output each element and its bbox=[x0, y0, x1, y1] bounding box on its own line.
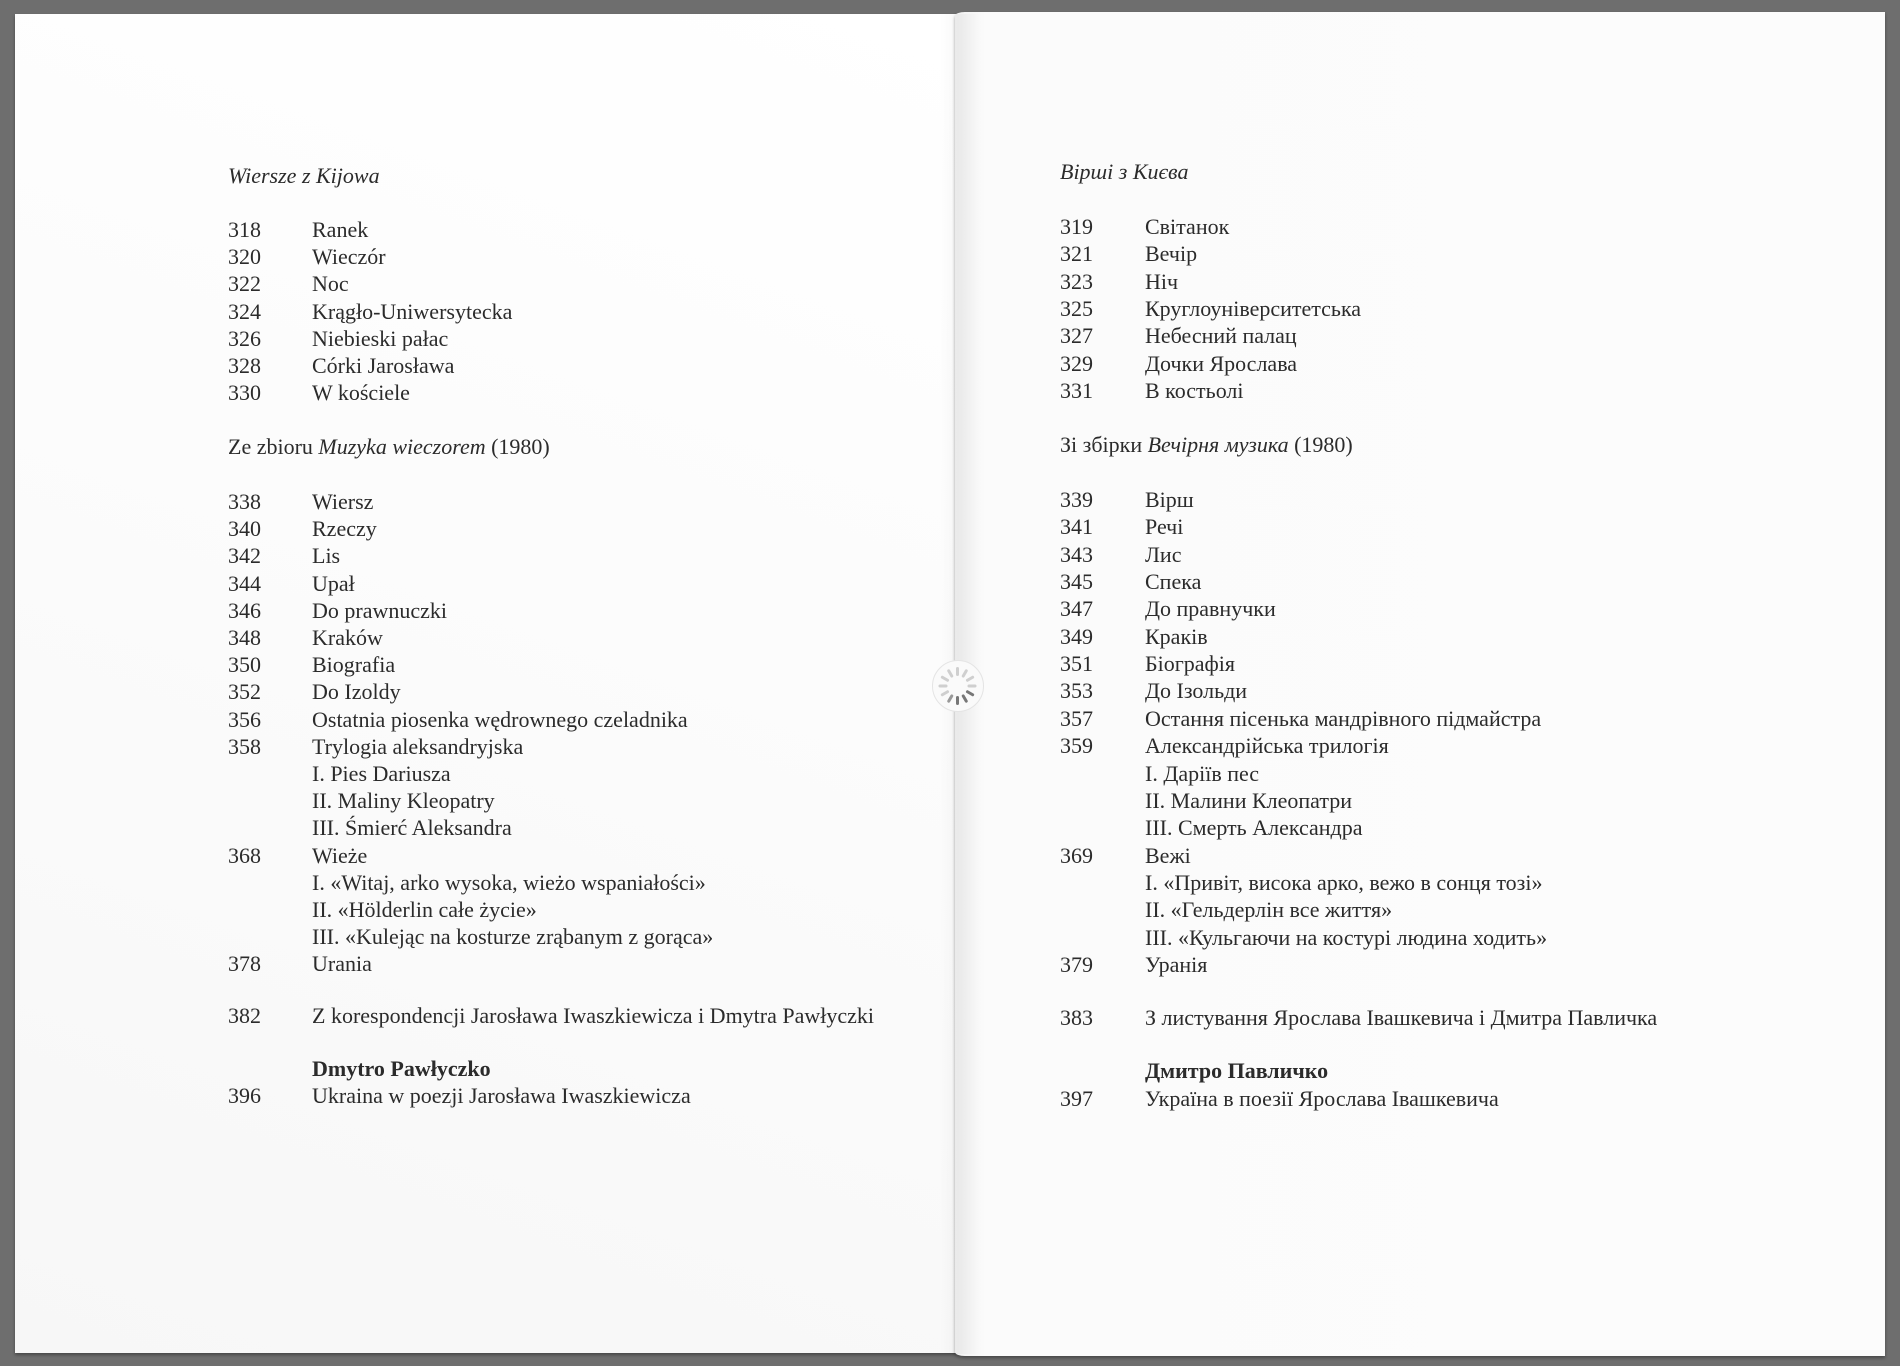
author-name: Дмитро Павличко bbox=[1145, 1058, 1329, 1083]
entry-title: Wieczór bbox=[312, 244, 386, 270]
entry-title: Wiersz bbox=[312, 489, 374, 514]
entry-title: Остання пісенька мандрівного підмайстра bbox=[1145, 705, 1542, 731]
page-number: 379 bbox=[1060, 951, 1093, 977]
page-number: 383 bbox=[1060, 1005, 1093, 1030]
page-number: 346 bbox=[228, 597, 261, 623]
page-number: 352 bbox=[228, 679, 261, 705]
heading-prefix: Зі збірки bbox=[1060, 432, 1143, 457]
heading-year: (1980) bbox=[1294, 432, 1353, 457]
page-number: 396 bbox=[228, 1083, 261, 1108]
entry-title: Україна в поезії Ярослава Івашкевича bbox=[1145, 1086, 1499, 1111]
entry-title: Z korespondencji Jarosława Iwaszkiewicza i Dmytra Pawłyczki bbox=[312, 1003, 875, 1028]
section-title: Вірші з Києва bbox=[1060, 159, 1189, 184]
entry-title: Небесний палац bbox=[1145, 323, 1297, 349]
entry-title: II. Малини Клеопатри bbox=[1145, 787, 1353, 813]
page-number: 351 bbox=[1060, 651, 1093, 677]
heading-year: (1980) bbox=[491, 434, 550, 459]
heading-collection-title: Muzyka wieczorem bbox=[318, 434, 486, 459]
page-number: 320 bbox=[228, 244, 261, 270]
page-number: 356 bbox=[228, 706, 261, 732]
entry-title: Дочки Ярослава bbox=[1145, 350, 1298, 376]
page-number: 322 bbox=[228, 271, 261, 297]
page-number: 340 bbox=[228, 516, 261, 542]
entry-title: I. Pies Dariusza bbox=[312, 761, 451, 786]
spinner-tick bbox=[956, 667, 959, 676]
left-page bbox=[15, 14, 957, 1353]
entry-title: Wieże bbox=[312, 842, 368, 868]
entry-title: Ніч bbox=[1145, 268, 1179, 294]
entry-title: III. «Kulejąc na kosturze zrąbanym z gorąca» bbox=[312, 924, 714, 950]
entry-title: Світанок bbox=[1145, 214, 1230, 239]
entry-title: Круглоуніверситетська bbox=[1145, 295, 1362, 321]
page-number: 318 bbox=[228, 217, 261, 242]
page-number: 331 bbox=[1060, 377, 1093, 403]
author-name: Dmytro Pawłyczko bbox=[312, 1056, 491, 1081]
page-number: 343 bbox=[1060, 541, 1093, 567]
heading-collection-title: Вечірня музика bbox=[1147, 432, 1289, 457]
entry-title: Noc bbox=[312, 271, 349, 297]
entry-title: I. «Привіт, висока арко, вежо в сонця тозі» bbox=[1145, 869, 1543, 895]
entry-title: Rzeczy bbox=[312, 516, 377, 542]
page-number: 338 bbox=[228, 489, 261, 514]
page-number: 348 bbox=[228, 625, 261, 650]
entry-title: До Ізольди bbox=[1145, 678, 1248, 704]
entry-title: Спека bbox=[1145, 569, 1202, 595]
entry-title: II. «Hölderlin całe życie» bbox=[312, 897, 537, 922]
page-number: 345 bbox=[1060, 569, 1093, 595]
page-number: 359 bbox=[1060, 733, 1093, 759]
entry-title: I. «Witaj, arko wysoka, wieżo wspaniałości» bbox=[312, 869, 706, 895]
page-number: 328 bbox=[228, 353, 261, 378]
page-number: 357 bbox=[1060, 705, 1093, 731]
entry-title: W kościele bbox=[312, 380, 410, 406]
page-number: 326 bbox=[228, 325, 261, 351]
entry-title: Biografia bbox=[312, 652, 396, 678]
entry-title: III. Смерть Александра bbox=[1145, 815, 1363, 841]
spinner-tick bbox=[939, 685, 948, 688]
entry-title: Александрійська трилогія bbox=[1145, 733, 1389, 759]
entry-title: Lis bbox=[312, 543, 341, 569]
entry-title: Do Izoldy bbox=[312, 679, 401, 705]
entry-title: Вечір bbox=[1145, 241, 1198, 267]
loading-spinner-icon bbox=[932, 660, 984, 712]
page-number: 321 bbox=[1060, 241, 1093, 267]
entry-title: Вірш bbox=[1145, 487, 1194, 512]
entry-title: Уранія bbox=[1145, 951, 1208, 977]
page-number: 397 bbox=[1060, 1086, 1093, 1111]
page-number: 353 bbox=[1060, 678, 1093, 704]
entry-title: Ranek bbox=[312, 217, 369, 242]
page-number: 324 bbox=[228, 298, 261, 324]
right-page bbox=[955, 12, 1885, 1356]
section-heading bbox=[1060, 431, 1353, 458]
page-number: 382 bbox=[228, 1003, 261, 1028]
spinner-tick bbox=[947, 669, 954, 678]
spinner-tick bbox=[940, 690, 949, 697]
entry-title: II. Maliny Kleopatry bbox=[312, 788, 495, 814]
section-heading bbox=[228, 433, 550, 460]
spinner-tick bbox=[965, 690, 974, 697]
spinner-tick bbox=[956, 696, 959, 705]
heading-prefix: Ze zbioru bbox=[228, 434, 313, 459]
page-number: 349 bbox=[1060, 623, 1093, 649]
page-number: 329 bbox=[1060, 350, 1093, 376]
page-number: 369 bbox=[1060, 842, 1093, 868]
entry-title: Kraków bbox=[312, 625, 383, 650]
section-title: Wiersze z Kijowa bbox=[228, 163, 380, 188]
entry-title: Краків bbox=[1145, 623, 1208, 649]
page-number: 368 bbox=[228, 842, 261, 868]
entry-title: Ostatnia piosenka wędrownego czeladnika bbox=[312, 706, 688, 732]
entry-title: Córki Jarosława bbox=[312, 353, 455, 378]
entry-title: Лис bbox=[1145, 541, 1182, 567]
spinner-tick bbox=[968, 685, 977, 688]
entry-title: III. Śmierć Aleksandra bbox=[312, 815, 512, 841]
entry-title: Krągło-Uniwersytecka bbox=[312, 298, 513, 324]
entry-title: Niebieski pałac bbox=[312, 325, 449, 351]
entry-title: Біографія bbox=[1145, 651, 1236, 677]
spinner-tick bbox=[940, 675, 949, 682]
entry-title: До правнучки bbox=[1145, 596, 1276, 622]
page-number: 325 bbox=[1060, 295, 1093, 321]
page-number: 330 bbox=[228, 380, 261, 406]
page-number: 339 bbox=[1060, 487, 1093, 512]
entry-title: Вежі bbox=[1145, 842, 1191, 868]
page-number: 341 bbox=[1060, 514, 1093, 540]
entry-title: Do prawnuczki bbox=[312, 597, 448, 623]
entry-title: З листування Ярослава Івашкевича і Дмитра Павличка bbox=[1145, 1005, 1658, 1030]
entry-title: Trylogia aleksandryjska bbox=[312, 733, 524, 759]
page-number: 350 bbox=[228, 652, 261, 678]
entry-title: Речі bbox=[1145, 514, 1184, 540]
page-number: 342 bbox=[228, 543, 261, 569]
entry-title: II. «Гельдерлін все життя» bbox=[1145, 897, 1393, 923]
entry-title: Upał bbox=[312, 570, 355, 596]
entry-title: Ukraina w poezji Jarosława Iwaszkiewicza bbox=[312, 1083, 691, 1108]
page-number: 378 bbox=[228, 951, 261, 977]
spinner-tick bbox=[965, 675, 974, 682]
entry-title: В костьолі bbox=[1145, 377, 1244, 403]
spinner-tick bbox=[947, 694, 954, 703]
page-number: 347 bbox=[1060, 596, 1093, 622]
spinner-tick bbox=[961, 694, 968, 703]
page-number: 323 bbox=[1060, 268, 1093, 294]
entry-title: III. «Кульгаючи на костурі людина ходить» bbox=[1145, 924, 1548, 950]
entry-title: I. Даріїв пес bbox=[1145, 760, 1260, 786]
entry-title: Urania bbox=[312, 951, 372, 977]
page-number: 327 bbox=[1060, 323, 1093, 349]
page-number: 358 bbox=[228, 733, 261, 759]
spinner-tick bbox=[961, 669, 968, 678]
page-number: 319 bbox=[1060, 214, 1093, 239]
page-number: 344 bbox=[228, 570, 261, 596]
